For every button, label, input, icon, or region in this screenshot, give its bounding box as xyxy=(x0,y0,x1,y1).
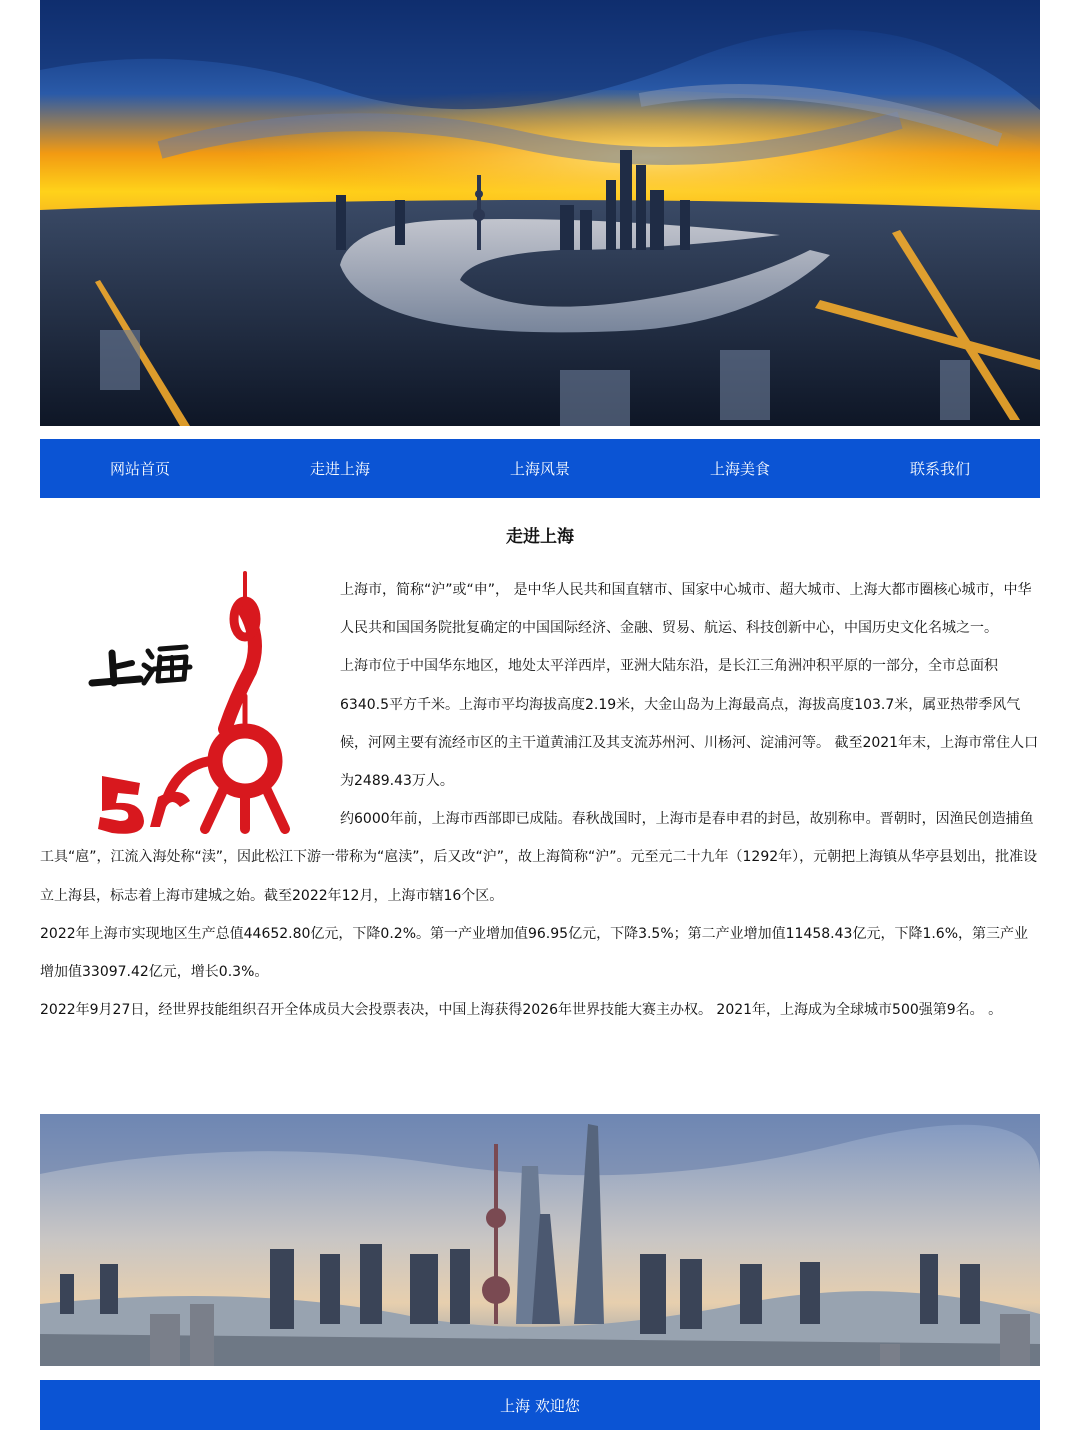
nav-item-food[interactable]: 上海美食 xyxy=(709,460,770,478)
paragraph-geography: 上海市位于中国华东地区，地处太平洋西岸，亚洲大陆东沿，是长江三角洲冲积平原的一部分，全市总面积6340.5平方千米。上海市平均海拔高度2.19米，大金山岛为上海最高点，海拔高度103.7米，属亚热带季风气候，河网主要有流经市区的主干道黄浦江及其支流苏州河、川杨河、淀浦河等。 截至2021年末，上海市常住人口为2489.43万人。 xyxy=(340,658,1039,790)
skyline-banner-image xyxy=(40,1114,1040,1366)
page xyxy=(40,0,1040,1415)
paragraph-history: 约6000年前，上海市西部即已成陆。春秋战国时，上海市是春申君的封邑，故别称申。晋朝时，因渔民创造捕鱼工具“扈”，江流入海处称“渎”，因此松江下游一带称为“扈渎”，后又改“沪”，故上海简称“沪”。元至元二十九年（1292年），元朝把上海镇从华亭县划出，批准设立上海县，标志着上海市建城之始。截至2022年12月，上海市辖16个区。 xyxy=(40,811,1038,904)
footer-welcome-text: 上海 欢迎您 xyxy=(500,1396,580,1415)
section-title: 走进上海 xyxy=(506,527,574,547)
nav-item-about-shanghai[interactable]: 走进上海 xyxy=(309,460,370,478)
hero-panorama-graphic xyxy=(40,0,1040,426)
footer-bar xyxy=(40,1380,1040,1430)
nav-item-scenery[interactable]: 上海风景 xyxy=(509,460,570,478)
skyline-panorama-graphic xyxy=(40,1114,1040,1366)
hero-banner-image xyxy=(40,0,1040,426)
shanghai-logo-image xyxy=(40,571,330,837)
article-content xyxy=(40,571,1040,1029)
paragraph-economy: 2022年上海市实现地区生产总值44652.80亿元，下降0.2%。第一产业增加值96.95亿元，下降3.5%；第二产业增加值11458.43亿元，下降1.6%，第三产业增加值33097.42亿元，增长0.3%。 xyxy=(40,925,1029,981)
paragraph-intro: 上海市，简称“沪”或“申”， 是中华人民共和国直辖市、国家中心城市、超大城市、上海大都市圈核心城市，中华人民共和国国务院批复确定的中国国际经济、金融、贸易、航运、科技创新中心，中国历史文化名城之一。 xyxy=(340,582,1032,637)
nav-item-home[interactable]: 网站首页 xyxy=(109,460,170,478)
nav-item-contact[interactable]: 联系我们 xyxy=(909,460,970,478)
shanghai-logo-graphic xyxy=(40,571,330,837)
main-nav xyxy=(40,439,1040,498)
paragraph-events: 2022年9月27日，经世界技能组织召开全体成员大会投票表决，中国上海获得2026年世界技能大赛主办权。 2021年，上海成为全球城市500强第9名。 。 xyxy=(40,1002,1003,1019)
